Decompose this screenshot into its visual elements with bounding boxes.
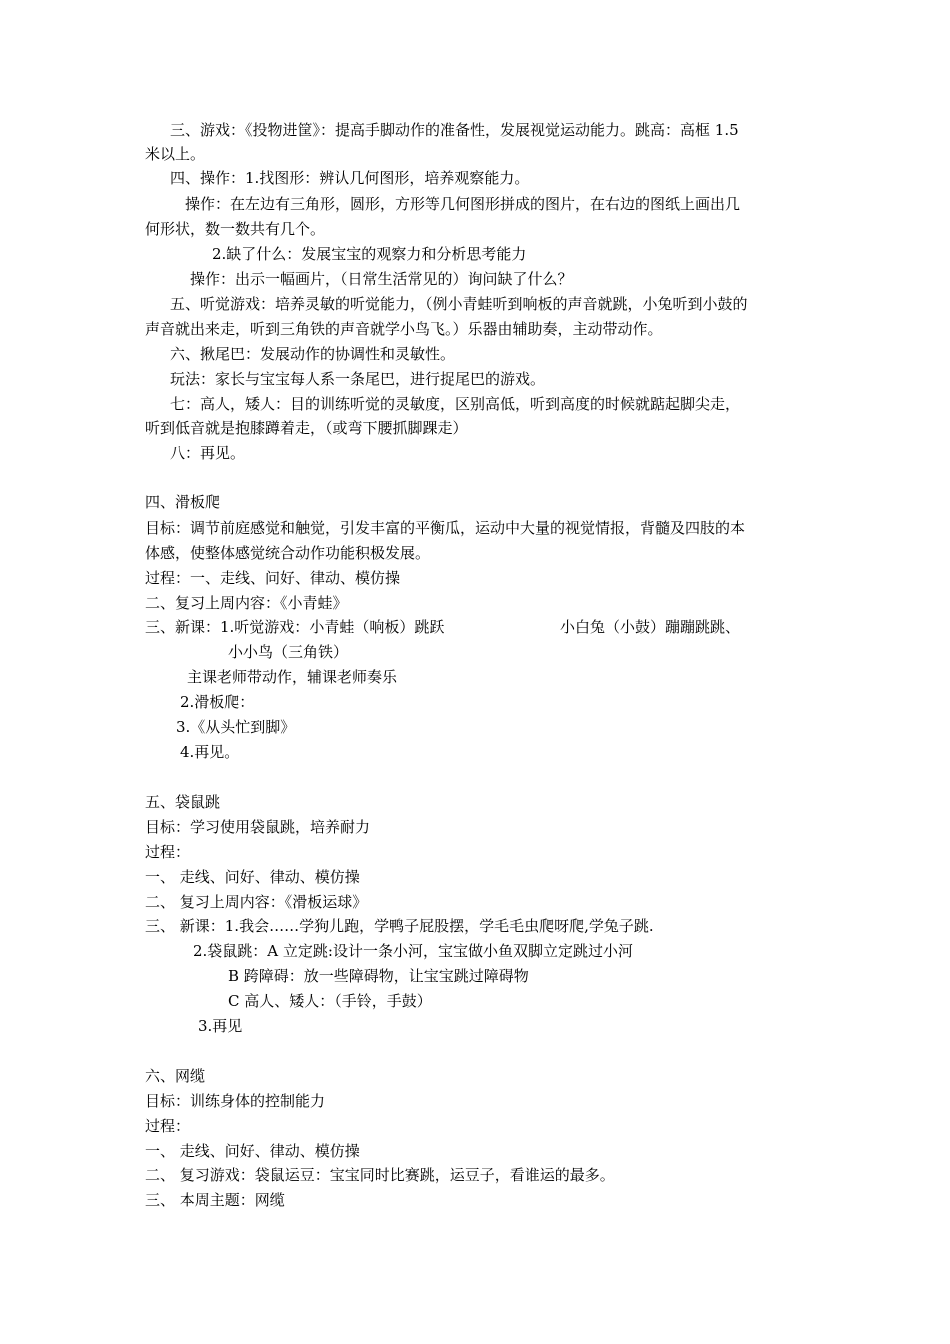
text-line: 操作：在左边有三角形，圆形，方形等几何图形拼成的图片，在右边的图纸上画出几 <box>185 195 741 213</box>
text-line: 体感，使整体感觉统合动作功能积极发展。 <box>145 544 431 562</box>
text-line: 主课老师带动作，辅课老师奏乐 <box>187 668 398 686</box>
text-line: 七：高人，矮人：目的训练听觉的灵敏度，区别高低，听到高度的时候就踮起脚尖走， <box>170 395 741 413</box>
text-line: 目标：训练身体的控制能力 <box>145 1092 326 1110</box>
text-line: 二、 复习游戏：袋鼠运豆：宝宝同时比赛跳，运豆子，看谁运的最多。 <box>145 1166 615 1184</box>
text-line: 二、复习上周内容：《小青蛙》 <box>145 594 348 612</box>
text-line: 3.再见 <box>198 1017 243 1035</box>
text-line: 一、 走线、问好、律动、模仿操 <box>145 868 360 886</box>
text-line: 过程：一、走线、问好、律动、模仿操 <box>145 569 401 587</box>
text-line: 何形状，数一数共有几个。 <box>145 220 326 238</box>
text-line: 四、操作：1.找图形：辨认几何图形，培养观察能力。 <box>170 169 530 187</box>
text-line: 目标：学习使用袋鼠跳，培养耐力 <box>145 818 371 836</box>
text-line: 3.《从头忙到脚》 <box>176 718 296 736</box>
text-line: 六、揪尾巴：发展动作的协调性和灵敏性。 <box>170 345 456 363</box>
text-line: 八：再见。 <box>170 444 246 462</box>
text-line: 2.袋鼠跳：A 立定跳:设计一条小河，宝宝做小鱼双脚立定跳过小河 <box>193 942 633 960</box>
text-line: 2.缺了什么：发展宝宝的观察力和分析思考能力 <box>212 245 527 263</box>
text-line: 玩法：家长与宝宝每人系一条尾巴，进行捉尾巴的游戏。 <box>170 370 546 388</box>
text-line: 小小鸟（三角铁） <box>228 643 349 661</box>
text-line: 三、 本周主题：网缆 <box>145 1191 285 1209</box>
text-line: 2.滑板爬： <box>180 693 255 711</box>
text-line: 五、听觉游戏：培养灵敏的听觉能力，（例小青蛙听到响板的声音就跳，小兔听到小鼓的 <box>170 295 748 313</box>
section-heading: 四、滑板爬 <box>145 493 221 511</box>
text-line: 米以上。 <box>145 145 206 163</box>
text-line: 三、新课：1.听觉游戏：小青蛙（响板）跳跃 <box>145 618 445 636</box>
text-line: 一、 走线、问好、律动、模仿操 <box>145 1142 360 1160</box>
text-line: 小白兔（小鼓）蹦蹦跳跳、 <box>560 618 741 636</box>
text-line: 目标：调节前庭感觉和触觉，引发丰富的平衡瓜，运动中大量的视觉情报，背髓及四肢的本 <box>145 519 746 537</box>
text-line: 三、游戏：《投物进筐》：提高手脚动作的准备性，发展视觉运动能力。跳高：高框 1.5 <box>170 121 739 139</box>
text-line: 听到低音就是抱膝蹲着走，（或弯下腰抓脚踝走） <box>145 419 468 437</box>
text-line: 过程： <box>145 843 191 861</box>
text-line: 二、 复习上周内容：《滑板运球》 <box>145 893 368 911</box>
text-line: 过程： <box>145 1117 191 1135</box>
text-line: 声音就出来走，听到三角铁的声音就学小鸟飞。）乐器由辅助奏，主动带动作。 <box>145 320 663 338</box>
section-heading: 六、网缆 <box>145 1067 206 1085</box>
section-heading: 五、袋鼠跳 <box>145 793 221 811</box>
text-line: C 高人、矮人：（手铃，手鼓） <box>228 992 432 1010</box>
text-line: 三、 新课：1.我会……学狗儿跑，学鸭子屁股摆，学毛毛虫爬呀爬,学兔子跳. <box>145 917 654 935</box>
text-line: B 跨障碍：放一些障碍物，让宝宝跳过障碍物 <box>228 967 529 985</box>
text-line: 4.再见。 <box>180 743 240 761</box>
text-line: 操作：出示一幅画片，（日常生活常见的）询问缺了什么？ <box>190 270 573 288</box>
